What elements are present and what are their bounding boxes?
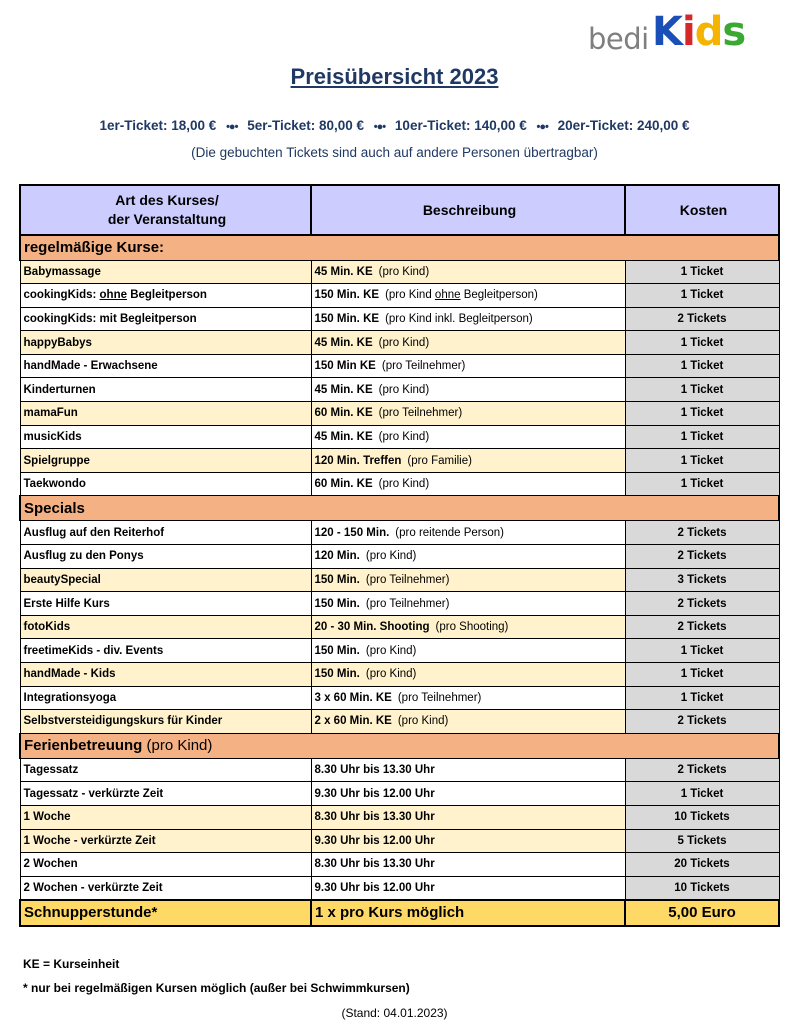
table-row [20, 829, 779, 853]
course-description: 8.30 Uhr bis 13.30 Uhr [311, 805, 625, 829]
section-row [20, 496, 779, 521]
course-cost: 1 Ticket [625, 354, 779, 378]
course-name: 2 Wochen - verkürzte Zeit [20, 876, 311, 900]
course-name: Tagessatz [20, 758, 311, 782]
table-row [20, 686, 779, 710]
logo-text-bedi: bedi [588, 22, 649, 56]
description-note: (pro Familie) [407, 454, 472, 467]
description-note: (pro Kind ohne Begleitperson) [385, 289, 538, 302]
table-row [20, 758, 779, 782]
course-cost: 1 Ticket [625, 378, 779, 402]
course-cost: 1 Ticket [625, 331, 779, 355]
table-row [20, 615, 779, 639]
table-row [20, 592, 779, 616]
footnote-asterisk: * nur bei regelmäßigen Kursen möglich (außer bei Schwimmkursen) [23, 981, 410, 995]
section-row [20, 733, 779, 758]
course-cost: 1 Ticket [625, 260, 779, 284]
price-20er: 20er-Ticket: 240,00 € [557, 118, 690, 133]
course-description: 45 Min. KE (pro Kind) [311, 425, 625, 449]
course-description: 8.30 Uhr bis 13.30 Uhr [311, 853, 625, 877]
course-cost: 10 Tickets [625, 805, 779, 829]
logo-text-kids: Kids [652, 9, 746, 55]
course-name: 1 Woche [20, 805, 311, 829]
course-description: 120 Min. (pro Kind) [311, 545, 625, 569]
course-cost: 3 Tickets [625, 568, 779, 592]
course-description: 150 Min. (pro Kind) [311, 639, 625, 663]
course-description: 9.30 Uhr bis 12.00 Uhr [311, 829, 625, 853]
table-row [20, 284, 779, 308]
course-description: 150 Min KE (pro Teilnehmer) [311, 354, 625, 378]
description-note: (pro Teilnehmer) [365, 597, 450, 610]
table-row [20, 782, 779, 806]
separator: •●• [226, 121, 238, 133]
trial-description: 1 x pro Kurs möglich [311, 900, 625, 926]
table-row [20, 425, 779, 449]
separator: •●• [536, 121, 548, 133]
description-note: (pro Teilnehmer) [381, 360, 466, 373]
course-cost: 5 Tickets [625, 829, 779, 853]
course-cost: 1 Ticket [625, 663, 779, 687]
table-row [20, 853, 779, 877]
separator: •●• [373, 121, 386, 133]
course-name: Integrationsyoga [20, 686, 311, 710]
price-1er: 1er-Ticket: 18,00 € [99, 118, 217, 133]
course-description: 150 Min. KE (pro Kind inkl. Begleitperson) [311, 307, 625, 331]
course-name: musicKids [20, 425, 311, 449]
header-beschreibung: Beschreibung [311, 185, 625, 235]
bedikids-logo [588, 8, 778, 56]
course-cost: 1 Ticket [625, 402, 779, 426]
course-name: Ausflug auf den Reiterhof [20, 521, 311, 545]
course-description: 60 Min. KE (pro Kind) [311, 472, 625, 496]
course-cost: 10 Tickets [625, 876, 779, 900]
course-cost: 1 Ticket [625, 449, 779, 473]
table-row [20, 639, 779, 663]
table-row [20, 876, 779, 900]
course-cost: 2 Tickets [625, 592, 779, 616]
course-name: Erste Hilfe Kurs [20, 592, 311, 616]
course-description: 120 - 150 Min. (pro reitende Person) [311, 521, 625, 545]
table-row [20, 331, 779, 355]
course-cost: 2 Tickets [625, 521, 779, 545]
transfer-note: (Die gebuchten Tickets sind auch auf andere Personen übertragbar) [191, 145, 598, 160]
course-name: Tagessatz - verkürzte Zeit [20, 782, 311, 806]
course-name: 1 Woche - verkürzte Zeit [20, 829, 311, 853]
table-body [20, 235, 779, 926]
course-description: 150 Min. (pro Teilnehmer) [311, 568, 625, 592]
course-name: Babymassage [20, 260, 311, 284]
price-table [19, 184, 780, 927]
description-note: (pro Kind) [378, 336, 430, 349]
course-description: 3 x 60 Min. KE (pro Teilnehmer) [311, 686, 625, 710]
description-note: (pro Teilnehmer) [378, 407, 463, 420]
course-cost: 20 Tickets [625, 853, 779, 877]
course-name: Kinderturnen [20, 378, 311, 402]
description-note: (pro Kind) [378, 478, 430, 491]
course-name: handMade - Erwachsene [20, 354, 311, 378]
table-row [20, 545, 779, 569]
table-row [20, 663, 779, 687]
course-cost: 1 Ticket [625, 639, 779, 663]
trial-lesson-row [20, 900, 779, 926]
description-note: (pro Kind inkl. Begleitperson) [385, 312, 533, 325]
course-name: Taekwondo [20, 472, 311, 496]
course-cost: 1 Ticket [625, 686, 779, 710]
course-name: freetimeKids - div. Events [20, 639, 311, 663]
course-cost: 2 Tickets [625, 615, 779, 639]
course-name: cookingKids: ohne Begleitperson [20, 284, 311, 308]
course-name: beautySpecial [20, 568, 311, 592]
course-description: 60 Min. KE (pro Teilnehmer) [311, 402, 625, 426]
course-description: 2 x 60 Min. KE (pro Kind) [311, 710, 625, 734]
description-note: (pro Kind) [365, 644, 417, 657]
course-cost: 1 Ticket [625, 472, 779, 496]
course-description: 150 Min. KE (pro Kind ohne Begleitperson) [311, 284, 625, 308]
course-cost: 1 Ticket [625, 284, 779, 308]
table-row [20, 260, 779, 284]
course-name: 2 Wochen [20, 853, 311, 877]
course-description: 150 Min. (pro Teilnehmer) [311, 592, 625, 616]
description-note: (pro Kind) [397, 715, 449, 728]
page-title: Preisübersicht 2023 [290, 64, 499, 89]
description-note: (pro Shooting) [435, 621, 509, 634]
footnote-ke: KE = Kurseinheit [23, 957, 120, 971]
course-description: 120 Min. Treffen (pro Familie) [311, 449, 625, 473]
description-note: (pro Kind) [378, 430, 430, 443]
course-cost: 2 Tickets [625, 545, 779, 569]
course-name: fotoKids [20, 615, 311, 639]
table-row [20, 568, 779, 592]
course-description: 9.30 Uhr bis 12.00 Uhr [311, 876, 625, 900]
course-name: Selbstversteidigungskurs für Kinder [20, 710, 311, 734]
section-title: regelmäßige Kurse: [20, 235, 779, 260]
course-cost: 1 Ticket [625, 425, 779, 449]
course-cost: 2 Tickets [625, 758, 779, 782]
description-note: (pro reitende Person) [395, 526, 504, 539]
course-description: 9.30 Uhr bis 12.00 Uhr [311, 782, 625, 806]
course-description: 20 - 30 Min. Shooting (pro Shooting) [311, 615, 625, 639]
header-kosten: Kosten [625, 185, 779, 235]
table-row [20, 307, 779, 331]
table-row [20, 472, 779, 496]
course-description: 45 Min. KE (pro Kind) [311, 378, 625, 402]
description-note: (pro Teilnehmer) [365, 573, 450, 586]
course-description: 150 Min. (pro Kind) [311, 663, 625, 687]
course-description: 45 Min. KE (pro Kind) [311, 260, 625, 284]
description-note: (pro Kind) [365, 550, 417, 563]
course-cost: 2 Tickets [625, 307, 779, 331]
course-description: 8.30 Uhr bis 13.30 Uhr [311, 758, 625, 782]
course-name: Spielgruppe [20, 449, 311, 473]
table-row [20, 354, 779, 378]
course-name: mamaFun [20, 402, 311, 426]
price-5er: 5er-Ticket: 80,00 € [247, 118, 365, 133]
table-row [20, 521, 779, 545]
stand-date: (Stand: 04.01.2023) [341, 1006, 448, 1020]
course-name: handMade - Kids [20, 663, 311, 687]
description-note: (pro Teilnehmer) [397, 691, 482, 704]
table-row [20, 710, 779, 734]
course-name: Ausflug zu den Ponys [20, 545, 311, 569]
table-row [20, 378, 779, 402]
table-row [20, 402, 779, 426]
table-row [20, 805, 779, 829]
header-kursart: Art des Kurses/ der Veranstaltung [20, 185, 311, 235]
section-title: Ferienbetreuung (pro Kind) [20, 733, 779, 758]
course-cost: 2 Tickets [625, 710, 779, 734]
ticket-prices [0, 118, 789, 133]
trial-name: Schnupperstunde* [20, 900, 311, 926]
description-note: (pro Kind) [378, 265, 430, 278]
section-title: Specials [20, 496, 779, 521]
table-header-row [20, 185, 779, 235]
description-note: (pro Kind) [378, 383, 430, 396]
course-description: 45 Min. KE (pro Kind) [311, 331, 625, 355]
course-cost: 1 Ticket [625, 782, 779, 806]
section-row [20, 235, 779, 260]
course-name: happyBabys [20, 331, 311, 355]
trial-cost: 5,00 Euro [625, 900, 779, 926]
price-10er: 10er-Ticket: 140,00 € [394, 118, 527, 133]
course-name: cookingKids: mit Begleitperson [20, 307, 311, 331]
table-row [20, 449, 779, 473]
description-note: (pro Kind) [365, 668, 417, 681]
